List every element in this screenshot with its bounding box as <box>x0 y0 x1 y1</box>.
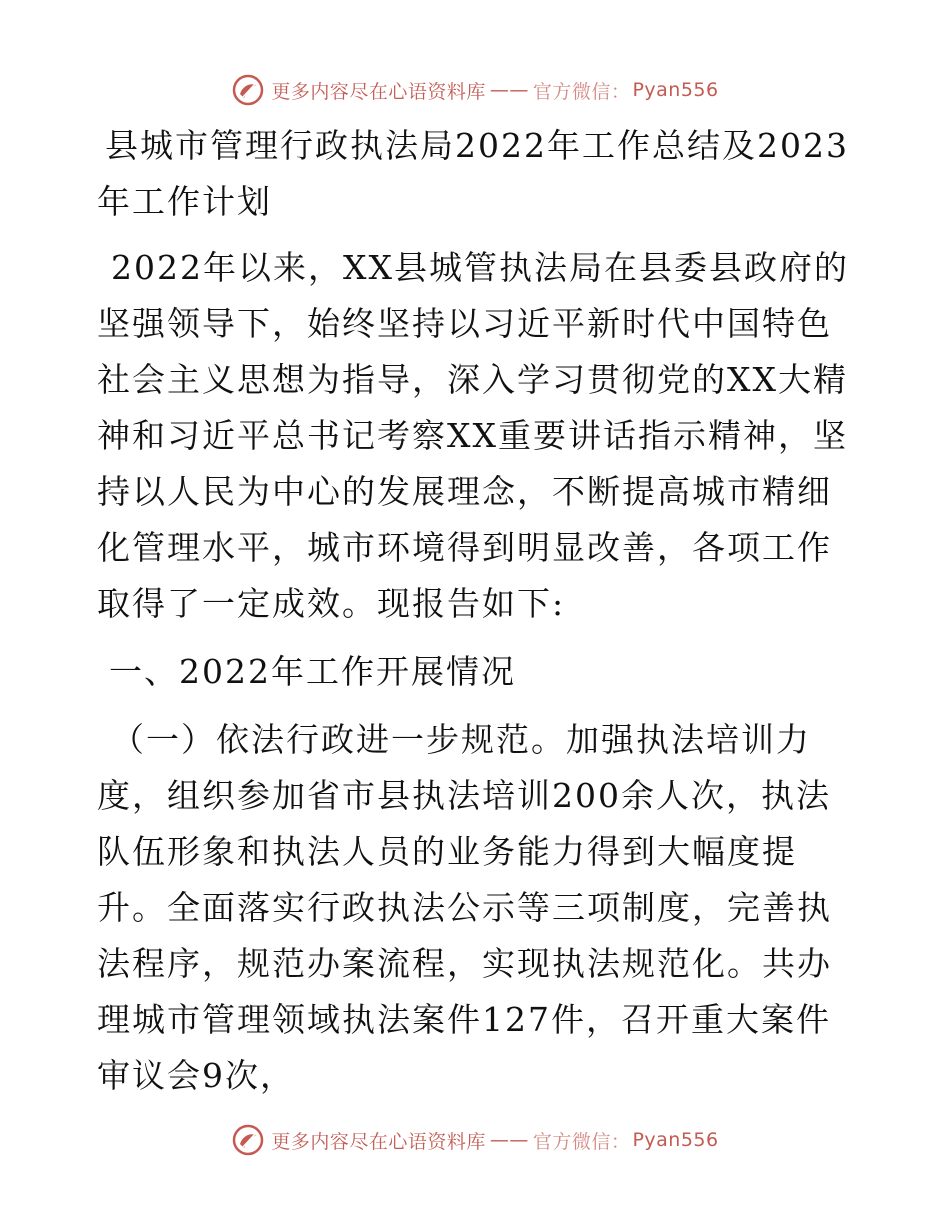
banner-wechat-id: Pyan556 <box>632 1129 719 1151</box>
logo-icon <box>231 1123 265 1157</box>
banner-wechat-id: Pyan556 <box>632 79 719 101</box>
banner-separator: —— <box>489 1129 529 1151</box>
section-heading: 一、2022年工作开展情况 <box>109 652 516 691</box>
banner-label: 官方微信： <box>532 1130 631 1153</box>
intro-paragraph: 2022年以来，XX县城管执法局在县委县政府的坚强领导下，始终坚持以习近平新时代中国特色社会主义思想为指导，深入学习贯彻党的XX大精神和习近平总书记考察XX重要讲话指示精神，坚持以人民为中心的发展理念，不断提高城市精细化管理水平，城市环境得到明显改善，各项工作取得了一定成效。现报告如下: <box>97 248 849 623</box>
logo-icon <box>231 73 265 107</box>
banner-text: 更多内容尽在心语资料库 <box>271 1130 486 1153</box>
section-paragraph: （一）依法行政进一步规范。加强执法培训力度，组织参加省市县执法培训200余人次，执法队伍形象和执法人员的业务能力得到大幅度提升。全面落实行政执法公示等三项制度，完善执法程序，规范办案流程，实现执法规范化。共办理城市管理领域执法案件127件，召开重大案件审议会9次， <box>97 720 832 1095</box>
watermark-banner-bottom <box>0 1118 950 1162</box>
banner-label: 官方微信： <box>532 80 631 103</box>
document-body <box>97 118 857 1116</box>
banner-text: 更多内容尽在心语资料库 <box>271 80 486 103</box>
watermark-banner-top <box>0 68 950 112</box>
banner-separator: —— <box>489 79 529 101</box>
document-title: 县城市管理行政执法局2022年工作总结及2023年工作计划 <box>97 126 849 221</box>
